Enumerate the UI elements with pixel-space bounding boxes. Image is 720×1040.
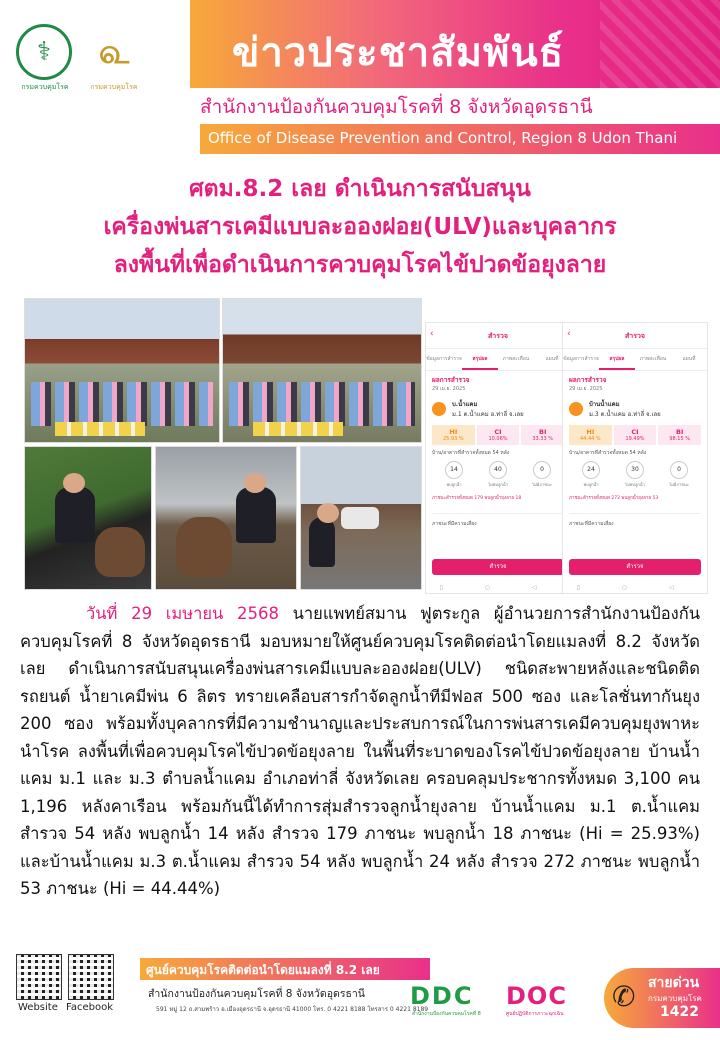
result-date: 29 เม.ย. 2025 (569, 386, 603, 392)
result-block (426, 371, 570, 393)
news-text: นายแพทย์สมาน ฟูตระกูล ผู้อำนวยการสำนักงานป้องกันควบคุมโรคที่ 8 จังหวัดอุดรธานี มอบหมายให้ศูนย์ควบคุมโรคติดต่อนำโดยแมลงที่ 8.2 จังหวัดเลย ดำเนินการสนับสนุนเครื่องพ่นสารเคมีแบบละอองฝอย(ULV) ชนิดสะพายหลังและชนิดติดรถยนต์ น้ำยาเคมีพ่น 6 ลิตร ทรายเคลือบสารกำจัดลูกน้ำทีมีฟอส 500 ซอง และโลชั่นทากันยุง 200 ซอง พร้อมทั้งบุคลากรที่มีความชำนาญและประสบการณ์ในการพ่นสารเคมีควบคุมยุงพาหะนำโรค ลงพื้นที่เพื่อควบคุมโรคไข้ปวดข้อยุงลาย ในพื้นที่ระบาดของโรคไข้ปวดข้อยุงลาย บ้านน้ำแคม ม.1 และ ม.3 ตำบลน้ำแคม อำเภอท่าลี่ จังหวัดเลย ครอบคลุมประชากรทั้งหมด 3,100 คน 1,196 หลังคาเรือน พร้อมกันนี้ได้ทำการสุ่มสำรวจลูกน้ำยุงลาย บ้านน้ำแคม ม.1 ต.น้ำแคม สำรวจ 54 หลัง พบลูกน้ำ 14 หลัง สำรวจ 179 ภาชนะ พบลูกน้ำ 18 ภาชนะ (Hi = 25.93%) และบ้านน้ำแคม ม.3 ต.น้ำแคม สำรวจ 54 หลัง พบลูกน้ำ 24 หลัง สำรวจ 272 ภาชนะ พบลูกน้ำ 53 ภาชนะ (Hi = 44.44%) (20, 604, 700, 898)
worker-figure (309, 517, 335, 567)
count-label: ไม่มีภาชนะ (669, 482, 689, 487)
doc-logo: DOC (506, 982, 567, 1010)
result-date: 29 เม.ย. 2025 (432, 386, 466, 392)
count-found (443, 461, 465, 488)
stat-value: 25.93 % (443, 436, 464, 442)
app-title: สำรวจ (625, 332, 645, 340)
count-label: ไม่พบลูกน้ำ (488, 482, 508, 487)
count-label: พบลูกน้ำ (446, 482, 462, 487)
group-photo-2 (222, 298, 422, 443)
count-no-container (531, 461, 553, 488)
headline-line-1: ศตม.8.2 เลย ดำเนินการสนับสนุน (189, 176, 531, 202)
hotline-org: กรมควบคุมโรค (648, 994, 702, 1003)
count-value: 24 (582, 461, 600, 479)
app-tabs (563, 349, 707, 371)
village-row (432, 399, 564, 419)
app-tabs (426, 349, 570, 371)
news-date: วันที่ 29 เมษายน 2568 (86, 604, 279, 623)
group-photo-1 (24, 298, 220, 443)
stat-key: CI (494, 428, 502, 436)
tab-photos[interactable]: ภาพสะเทือน (502, 356, 530, 362)
android-nav-bar: ▯ ○ ◁ (576, 584, 694, 591)
stat-key: CI (631, 428, 639, 436)
moph-logo (16, 24, 72, 80)
result-heading: ผลการสำรวจ (432, 376, 470, 384)
news-body (20, 600, 700, 903)
count-not-found (624, 461, 646, 488)
stat-hi (432, 425, 475, 445)
office-name-th: สำนักงานป้องกันควบคุมโรคที่ 8 จังหวัดอุดรธานี (200, 96, 593, 118)
worker-figure (55, 487, 95, 543)
stat-bi (658, 425, 701, 445)
stat-bi (521, 425, 564, 445)
chemical-containers (253, 422, 343, 436)
stat-ci (614, 425, 657, 445)
stat-key: HI (586, 428, 595, 436)
header (0, 0, 720, 160)
staff-group (229, 382, 415, 426)
chemical-containers (55, 422, 145, 436)
result-heading: ผลการสำรวจ (569, 376, 607, 384)
ddc-logo: DDC (410, 982, 474, 1010)
count-label: ไม่มีภาชนะ (532, 482, 552, 487)
tab-summary[interactable]: สรุปผล (599, 349, 635, 370)
index-stats (432, 425, 564, 445)
larvae-survey-photo-2 (155, 446, 297, 590)
stat-value: 10.06% (488, 436, 508, 442)
app-title: สำรวจ (488, 332, 508, 340)
houses-surveyed: บ้าน/อาคารที่สำรวจทั้งหมด 54 หลัง (432, 450, 510, 456)
stat-key: BI (538, 428, 547, 436)
page-title: ข่าวประชาสัมพันธ์ (232, 30, 565, 76)
village-subtitle: ม.1 ต.น้ำแคม อ.ท่าลี่ จ.เลย (452, 411, 524, 418)
count-found (580, 461, 602, 488)
house-counts (432, 461, 564, 488)
village-subtitle: ม.3 ต.น้ำแคม อ.ท่าลี่ จ.เลย (589, 411, 661, 418)
stat-ci (477, 425, 520, 445)
app-header (426, 323, 570, 349)
tab-map[interactable]: แผนที่ (545, 356, 559, 362)
phone-icon: ✆ (612, 980, 636, 1013)
stat-value: 98.15 % (669, 436, 690, 442)
staff-group (31, 382, 213, 426)
doc-logo-caption: ศูนย์ปฏิบัติการภาวะฉุกเฉิน (506, 1011, 564, 1017)
risk-containers: ภาชนะที่มีความเสี่ยง (432, 513, 564, 528)
hotline-number: 1422 (660, 1004, 699, 1020)
village-row (569, 399, 701, 419)
survey-button[interactable]: สำรวจ (432, 559, 564, 575)
index-stats (569, 425, 701, 445)
survey-app-screen-1 (425, 322, 571, 594)
headline-line-3: ลงพื้นที่เพื่อดำเนินการควบคุมโรคไข้ปวดข้อยุงลาย (113, 252, 607, 278)
count-value: 14 (445, 461, 463, 479)
website-qr-code[interactable] (16, 954, 62, 1000)
survey-button[interactable]: สำรวจ (569, 559, 701, 575)
stat-value: 44.44 % (580, 436, 601, 442)
count-label: ไม่พบลูกน้ำ (625, 482, 645, 487)
tab-summary[interactable]: สรุปผล (462, 349, 498, 370)
village-name: บ้านน้ำแคม (589, 401, 620, 408)
stat-value: 19.49% (625, 436, 645, 442)
risk-containers: ภาชนะที่มีความเสี่ยง (569, 513, 701, 528)
count-no-container (668, 461, 690, 488)
website-qr-label: Website (18, 1002, 58, 1013)
headline (20, 170, 700, 284)
tab-survey-info[interactable]: ข้อมูลการสำรวจ (426, 356, 462, 362)
container-summary: ภาชนะสำรวจทั้งหมด 179 พบลูกน้ำยุงลาย 18 (432, 496, 522, 501)
street-spraying-photo (300, 446, 422, 590)
headline-line-2: เครื่องพ่นสารเคมีแบบละอองฝอย(ULV)และบุคลากร (103, 214, 617, 240)
ddc-logo-caption: สำนักงานป้องกันควบคุมโรคที่ 8 (412, 1011, 481, 1017)
ddc-anniversary-logo: ௳ (98, 32, 130, 72)
container-summary: ภาชนะสำรวจทั้งหมด 272 พบลูกน้ำยุงลาย 53 (569, 496, 659, 501)
stat-hi (569, 425, 612, 445)
result-block (563, 371, 707, 393)
count-value: 40 (489, 461, 507, 479)
back-arrow-icon[interactable]: ‹ (567, 329, 571, 339)
ddc-logo-caption: กรมควบคุมโรค (90, 83, 138, 91)
center-title: ศูนย์ควบคุมโรคติดต่อนำโดยแมลงที่ 8.2 เลย (140, 958, 430, 980)
count-label: พบลูกน้ำ (583, 482, 599, 487)
moph-logo-caption: กรมควบคุมโรค (21, 83, 69, 91)
house-counts (569, 461, 701, 488)
stat-key: BI (675, 428, 684, 436)
stat-key: HI (449, 428, 458, 436)
tab-photos[interactable]: ภาพสะเทือน (639, 356, 667, 362)
survey-app-screen-2 (562, 322, 708, 594)
facebook-qr-code[interactable] (68, 954, 114, 1000)
back-arrow-icon[interactable]: ‹ (430, 329, 434, 339)
android-nav-bar: ▯ ○ ◁ (439, 584, 557, 591)
count-not-found (487, 461, 509, 488)
office-line: สำนักงานป้องกันควบคุมโรคที่ 8 จังหวัดอุดรธานี (148, 988, 365, 1000)
water-jar (95, 527, 145, 577)
office-name-en: Office of Disease Prevention and Control, Region 8 Udon Thani (200, 124, 720, 154)
home-icon (569, 402, 583, 416)
larvae-survey-photo-1 (24, 446, 152, 590)
caduceus-icon: ⚕ (36, 37, 52, 67)
count-value: 0 (670, 461, 688, 479)
facebook-qr-label: Facebook (66, 1002, 113, 1013)
count-value: 30 (626, 461, 644, 479)
vehicle (341, 507, 379, 529)
count-value: 0 (533, 461, 551, 479)
home-icon (432, 402, 446, 416)
houses-surveyed: บ้าน/อาคารที่สำรวจทั้งหมด 54 หลัง (569, 450, 647, 456)
village-name: บ.น้ำแคม (452, 401, 478, 408)
stat-value: 33.33 % (532, 436, 553, 442)
water-jar (176, 517, 232, 577)
app-header (563, 323, 707, 349)
tab-survey-info[interactable]: ข้อมูลการสำรวจ (563, 356, 599, 362)
address-line: 591 หมู่ 12 ถ.สามพร้าว อ.เมืองอุดรธานี จ.อุดรธานี 41000 โทร. 0 4221 8188 โทรสาร 0 4221 8189 (156, 1006, 429, 1013)
tab-map[interactable]: แผนที่ (682, 356, 696, 362)
worker-figure (236, 487, 276, 543)
hotline-label: สายด่วน (648, 975, 700, 991)
